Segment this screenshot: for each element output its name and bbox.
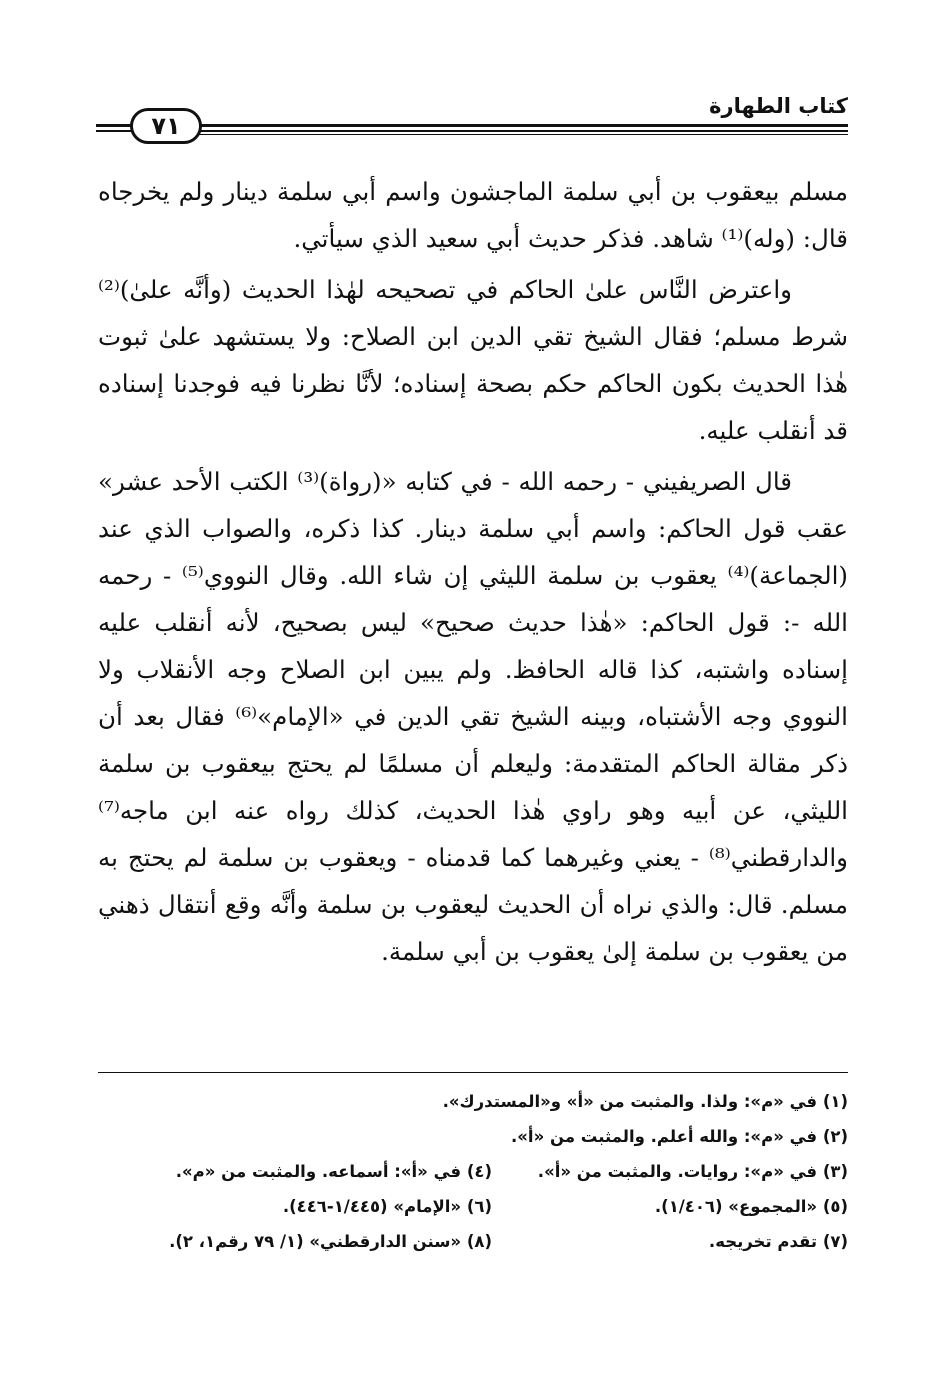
page-header [96, 88, 848, 148]
paragraph: واعترض النَّاس علىٰ الحاكم في تصحيحه لهٰذا الحديث (وأنَّه علىٰ)⁽²⁾ شرط مسلم؛ فقال الشيخ تقي الدين ابن الصلاح: ولا يستشهد علىٰ ثبوت هٰذا الحديث بكون الحاكم حكم بصحة إسناده؛ لأنَّا نظرنا فيه فوجدنا إسناده قد أنقلب عليه. [98, 275, 848, 445]
footnotes [88, 1084, 848, 1259]
paragraph: مسلم بيعقوب بن أبي سلمة الماجشون واسم أبي سلمة دينار ولم يخرجاه قال: (وله)⁽¹⁾ شاهد. فذكر حديث أبي سعيد الذي سيأتي. [98, 177, 848, 253]
header-rule [196, 124, 848, 127]
footnote: (٢) في «م»: والله أعلم. والمثبت من «أ». [510, 1127, 848, 1146]
footnote: (٤) في «أ»: أسماعه. والمثبت من «م». [175, 1162, 492, 1181]
header-rule [196, 134, 848, 135]
footnote: (٣) في «م»: روايات. والمثبت من «أ». [537, 1162, 848, 1181]
paragraph: قال الصريفيني - رحمه الله - في كتابه «(رواة)⁽³⁾ الكتب الأحد عشر» عقب قول الحاكم: واسم أبي سلمة دينار. كذا ذكره، والصواب الذي عند (الجماعة)⁽⁴⁾ يعقوب بن سلمة الليثي إن شاء الله. وقال النووي⁽⁵⁾ - رحمه الله -: قول الحاكم: «هٰذا حديث صحيح» ليس بصحيح، لأنه أنقلب عليه إسناده واشتبه، كذا قاله الحافظ. ولم يبين ابن الصلاح وجه الأنقلاب ولا النووي وجه الأشتباه، وبينه الشيخ تقي الدين في «الإمام»⁽⁶⁾ فقال بعد أن ذكر مقالة الحاكم المتقدمة: وليعلم أن مسلمًا لم يحتج بيعقوب بن سلمة الليثي، عن أبيه وهو راوي هٰذا الحديث، كذلك رواه عنه ابن ماجه⁽⁷⁾ والدارقطني⁽⁸⁾ - يعني وغيرهما كما قدمناه - ويعقوب بن سلمة لم يحتج به مسلم. قال: والذي نراه أن الحديث ليعقوب بن سلمة وأنَّه وقع أنتقال ذهني من يعقوب بن سلمة إلىٰ يعقوب بن أبي سلمة. [98, 467, 848, 966]
footnote: (٥) «المجموع» (١/٤٠٦). [654, 1197, 848, 1216]
page-number: ٧١ [130, 108, 202, 144]
header-rule [196, 130, 848, 132]
footnote-row [88, 1119, 848, 1154]
footnote-row [88, 1154, 848, 1189]
footnote: (٦) «الإمام» (١/٤٤٥-٤٤٦). [282, 1197, 492, 1216]
footnote: (٨) «سنن الدارقطني» (١/ ٧٩ رقم١، ٢). [169, 1232, 492, 1251]
footnote-row [88, 1189, 848, 1224]
footnote-row [88, 1084, 848, 1119]
main-text [98, 168, 848, 975]
footnote: (١) في «م»: ولذا. والمثبت من «أ» و«المستدرك». [442, 1092, 848, 1111]
footnote-separator [98, 1072, 848, 1073]
running-title: كتاب الطهارة [709, 94, 848, 118]
footnote-row [88, 1224, 848, 1259]
footnote: (٧) تقدم تخريجه. [708, 1232, 848, 1251]
